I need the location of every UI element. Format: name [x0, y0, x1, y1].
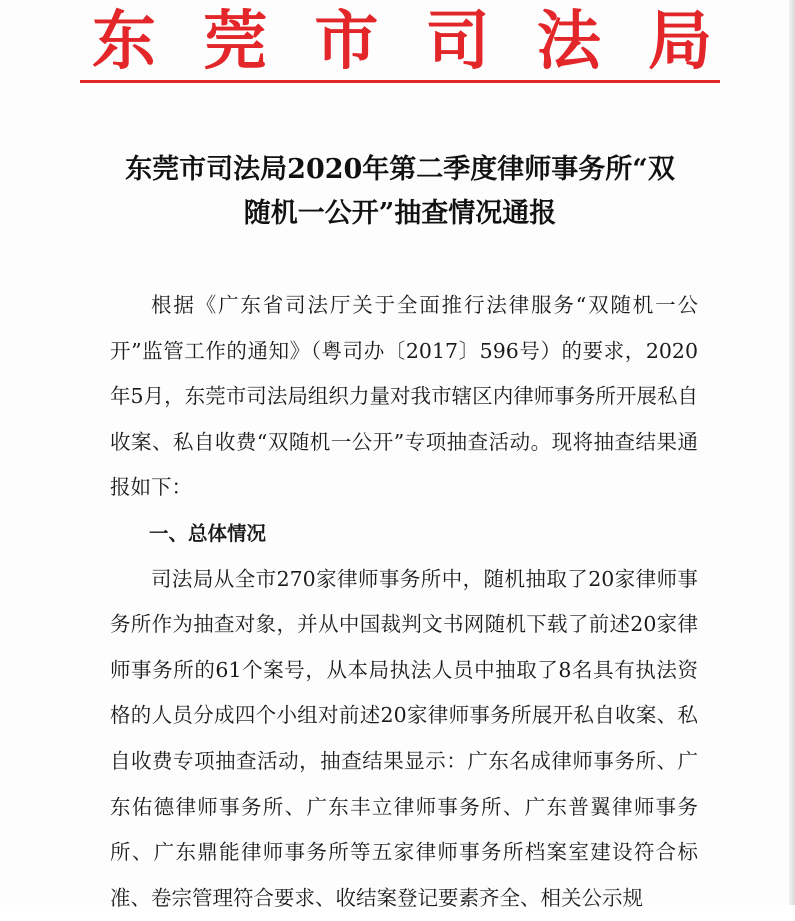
- document-title: [100, 148, 700, 236]
- letterhead-char: 莞: [203, 5, 268, 79]
- page-edge-shadow: [789, 0, 795, 905]
- document-body: [110, 283, 698, 921]
- overview-paragraph: 司法局从全市270家律师事务所中，随机抽取了20家律师事务所作为抽查对象，并从中国裁判文书网随机下载了前述20家律师事务所的61个案号，从本局执法人员中抽取了8名具有执法资格的人员分成四个小组对前述20家律师事务所展开私自收案、私自收费专项抽查活动，抽查结果显示：广东名成律师事务所、广东佑德律师事务所、广东丰立律师事务所、广东普翼律师事务所、广东鼎能律师事务所等五家律师事务所档案室建设符合标准、卷宗管理符合要求、收结案登记要素齐全、相关公示规: [110, 566, 698, 910]
- section-heading-overview: 一、总体情况: [149, 521, 267, 545]
- document-title-line-2: 随机一公开”抽查情况通报: [243, 198, 557, 229]
- letterhead-char: 东: [92, 5, 156, 79]
- letterhead-char: 司: [425, 5, 490, 79]
- letterhead-red-rule: [80, 80, 720, 83]
- document-title-line-1: 东莞市司法局2020年第二季度律师事务所“双: [125, 154, 675, 185]
- letterhead-char: 法: [536, 5, 601, 79]
- intro-paragraph: 根据《广东省司法厅关于全面推行法律服务“双随机一公开”监管工作的通知》（粤司办〔2017〕596号）的要求，2020年5月，东莞市司法局组织力量对我市辖区内律师事务所开展私自收案、私自收费“双随机一公开”专项抽查活动。现将抽查结果通报如下：: [110, 293, 698, 500]
- agency-letterhead: [92, 6, 712, 78]
- letterhead-char: 市: [314, 5, 379, 79]
- letterhead-char: 局: [647, 5, 712, 79]
